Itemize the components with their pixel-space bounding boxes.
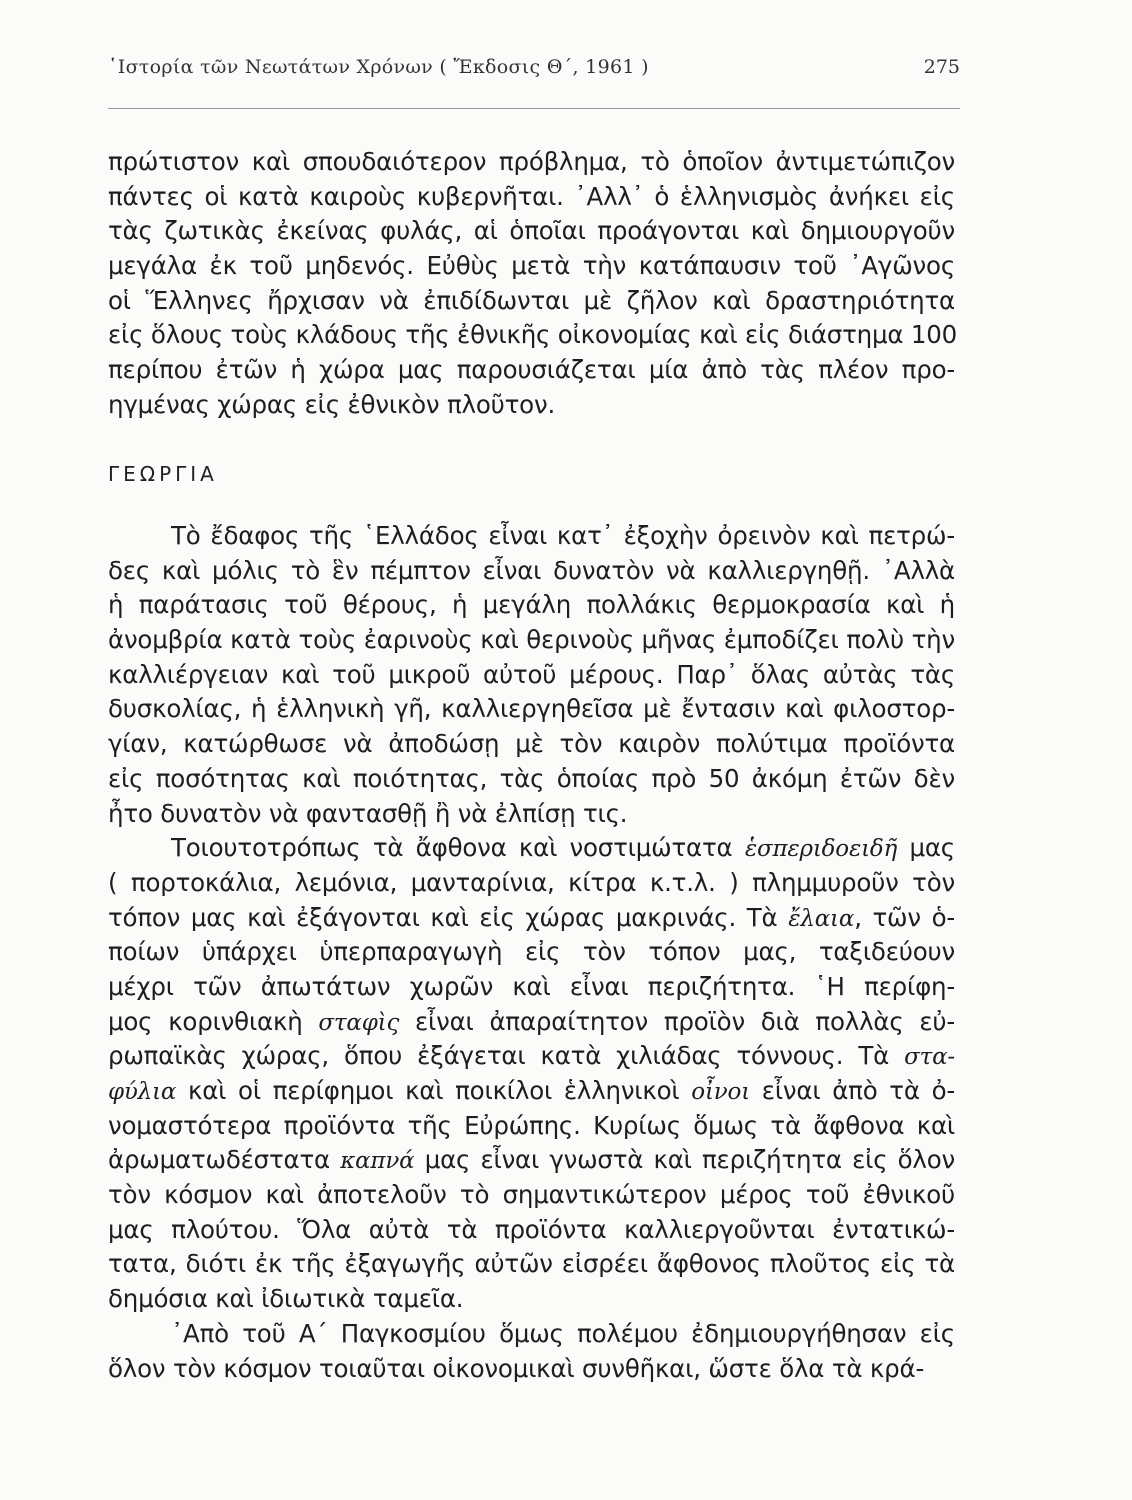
text-segment: καὶ οἱ περίφημοι καὶ ποικίλοι ἑλληνικοὶ: [176, 1076, 692, 1105]
text-line: [108, 1143, 955, 1178]
text-segment: ᾿Απὸ τοῦ Α΄ Παγκοσμίου ὅμως πολέμου ἐδημιουργήθησαν εἰς: [171, 1318, 955, 1348]
text-line: [108, 1178, 955, 1213]
text-line: [108, 388, 955, 423]
text-line: [108, 214, 955, 249]
text-block-agriculture: [108, 519, 955, 1386]
text-segment: ἀρωματωδέστατα: [108, 1145, 341, 1175]
text-line: [108, 1109, 955, 1144]
text-line: [108, 1282, 955, 1317]
text-segment: δημόσια καὶ ἰδιωτικὰ ταμεῖα.: [108, 1284, 464, 1314]
text-segment: μέχρι τῶν ἀπωτάτων χωρῶν καὶ εἶναι περιζήτητα. ῾Η περίφη-: [108, 971, 955, 1001]
paragraph: [108, 1317, 955, 1386]
text-segment: νομαστότερα προϊόντα τῆς Εὐρώπης. Κυρίως ὅμως τὰ ἄφθονα καὶ: [108, 1110, 955, 1140]
text-segment: ποίων ὑπάρχει ὑπερπαραγωγὴ εἰς τὸν τόπον μας, ταξιδεύουν: [108, 937, 955, 967]
text-line: [108, 519, 955, 554]
text-segment: ρωπαϊκὰς χώρας, ὅπου ἐξάγεται κατὰ χιλιάδας τόννους. Τὰ: [108, 1041, 905, 1071]
text-segment: μεγάλα ἐκ τοῦ μηδενός. Εὐθὺς μετὰ τὴν κατάπαυσιν τοῦ ᾿Αγῶνος: [108, 251, 955, 281]
text-segment: περίπου ἐτῶν ἡ χώρα μας παρουσιάζεται μία ἀπὸ τὰς πλέον προ-: [108, 355, 955, 385]
text-line: [108, 554, 955, 589]
header-rule: [108, 108, 960, 109]
text-line: [108, 623, 955, 658]
section-heading: ΓΕΩΡΓΙΑ: [108, 462, 218, 486]
text-line: [108, 1352, 955, 1387]
text-line: [108, 1039, 955, 1074]
text-line: [108, 180, 955, 215]
italic-term: στα-: [904, 1044, 955, 1071]
text-segment: ἦτο δυνατὸν νὰ φαντασθῇ ἢ νὰ ἐλπίσῃ τις.: [108, 798, 628, 828]
text-line: [108, 866, 955, 901]
running-header: [108, 56, 960, 86]
page-number: 275: [923, 56, 960, 78]
text-line: [108, 145, 955, 180]
text-segment: , τῶν ὁ-: [854, 902, 955, 932]
text-segment: ηγμένας χώρας εἰς ἐθνικὸν πλοῦτον.: [108, 389, 556, 419]
italic-term: ἑσπεριδοειδῆ: [744, 836, 898, 863]
text-line: [108, 1213, 955, 1248]
text-line: [108, 658, 955, 693]
text-line: [108, 1074, 955, 1109]
text-line: [108, 318, 958, 353]
text-segment: εἰς ὅλους τοὺς κλάδους τῆς ἐθνικῆς οἰκονομίας καὶ εἰς διάστημα 100: [108, 320, 958, 350]
text-segment: δες καὶ μόλις τὸ ἓν πέμπτον εἶναι δυνατὸν νὰ καλλιεργηθῇ. ᾿Αλλὰ: [108, 555, 955, 585]
text-segment: πάντες οἱ κατὰ καιροὺς κυβερνῆται. ᾿Αλλ᾿ ὁ ἑλληνισμὸς ἀνήκει εἰς: [108, 181, 955, 211]
text-line: [108, 762, 955, 797]
text-segment: μας πλούτου. Ὅλα αὐτὰ τὰ προϊόντα καλλιεργοῦνται ἐντατικώ-: [108, 1214, 955, 1244]
text-segment: οἱ Ἕλληνες ἤρχισαν νὰ ἐπιδίδωνται μὲ ζῆλον καὶ δραστηριότητα: [108, 285, 955, 315]
text-line: [108, 901, 955, 936]
text-line: [108, 588, 955, 623]
text-line: [108, 353, 955, 388]
text-line: [108, 727, 955, 762]
text-line: [108, 1317, 955, 1352]
italic-term: καπνά: [340, 1148, 415, 1175]
running-title: ῾Ιστορία τῶν Νεωτάτων Χρόνων ( Ἔκδοσις Θ΄, 1961 ): [108, 56, 649, 78]
paragraph: [108, 519, 955, 831]
italic-term: φύλια: [108, 1079, 177, 1105]
text-segment: Τοιουτοτρόπως τὰ ἄφθονα καὶ νοστιμώτατα: [171, 833, 745, 863]
text-segment: γίαν, κατώρθωσε νὰ ἀποδώσῃ μὲ τὸν καιρὸν πολύτιμα προϊόντα: [108, 729, 955, 759]
text-line: [108, 797, 955, 832]
text-segment: ἀνομβρία κατὰ τοὺς ἐαρινοὺς καὶ θερινοὺς μῆνας ἐμποδίζει πολὺ τὴν: [108, 625, 955, 655]
text-segment: εἶναι ἀπαραίτητον προϊὸν διὰ πολλὰς εὐ-: [399, 1006, 955, 1036]
text-segment: τατα, διότι ἐκ τῆς ἐξαγωγῆς αὐτῶν εἰσρέει ἄφθονος πλοῦτος εἰς τὰ: [108, 1249, 955, 1279]
paragraph: [108, 145, 958, 423]
paragraph: [108, 831, 955, 1317]
text-line: [108, 1247, 955, 1282]
text-segment: ( πορτοκάλια, λεμόνια, μανταρίνια, κίτρα κ.τ.λ. ) πλημμυροῦν τὸν: [108, 867, 955, 897]
text-line: [108, 284, 955, 319]
italic-term: οἶνοι: [691, 1079, 751, 1105]
text-line: [108, 1005, 955, 1040]
text-segment: μος κορινθιακὴ: [108, 1006, 319, 1036]
text-line: [108, 692, 955, 727]
text-segment: τὸν κόσμον καὶ ἀποτελοῦν τὸ σημαντικώτερον μέρος τοῦ ἐθνικοῦ: [108, 1180, 955, 1210]
text-segment: Τὸ ἔδαφος τῆς ῾Ελλάδος εἶναι κατ᾿ ἐξοχὴν ὀρεινὸν καὶ πετρώ-: [171, 521, 955, 550]
text-segment: εἶναι ἀπὸ τὰ ὀ-: [750, 1076, 956, 1105]
text-line: [108, 831, 955, 866]
italic-term: σταφὶς: [318, 1009, 400, 1036]
text-segment: τὰς ζωτικὰς ἐκείνας φυλάς, αἱ ὁποῖαι προάγονται καὶ δημιουργοῦν: [108, 216, 955, 246]
text-segment: καλλιέργειαν καὶ τοῦ μικροῦ αὐτοῦ μέρους. Παρ᾿ ὅλας αὐτὰς τὰς: [108, 659, 955, 689]
text-line: [108, 970, 955, 1005]
text-segment: μας: [897, 833, 955, 863]
text-segment: μας εἶναι γνωστὰ καὶ περιζήτητα εἰς ὅλον: [414, 1145, 955, 1175]
italic-term: ἔλαια: [788, 905, 855, 932]
text-block-intro: [108, 145, 958, 423]
text-segment: ὅλον τὸν κόσμον τοιαῦται οἰκονομικαὶ συνθῆκαι, ὥστε ὅλα τὰ κρά-: [108, 1353, 925, 1383]
text-line: [108, 249, 955, 284]
text-segment: πρώτιστον καὶ σπουδαιότερον πρόβλημα, τὸ ὁποῖον ἀντιμετώπιζον: [108, 147, 955, 176]
text-line: [108, 935, 955, 970]
text-segment: εἰς ποσότητας καὶ ποιότητας, τὰς ὁποίας πρὸ 50 ἀκόμη ἐτῶν δὲν: [108, 763, 955, 793]
text-segment: τόπον μας καὶ ἐξάγονται καὶ εἰς χώρας μακρινάς. Τὰ: [108, 902, 789, 932]
text-segment: ἡ παράτασις τοῦ θέρους, ἡ μεγάλη πολλάκις θερμοκρασία καὶ ἡ: [108, 590, 955, 620]
text-segment: δυσκολίας, ἡ ἑλληνικὴ γῆ, καλλιεργηθεῖσα μὲ ἔντασιν καὶ φιλοστορ-: [108, 694, 955, 724]
